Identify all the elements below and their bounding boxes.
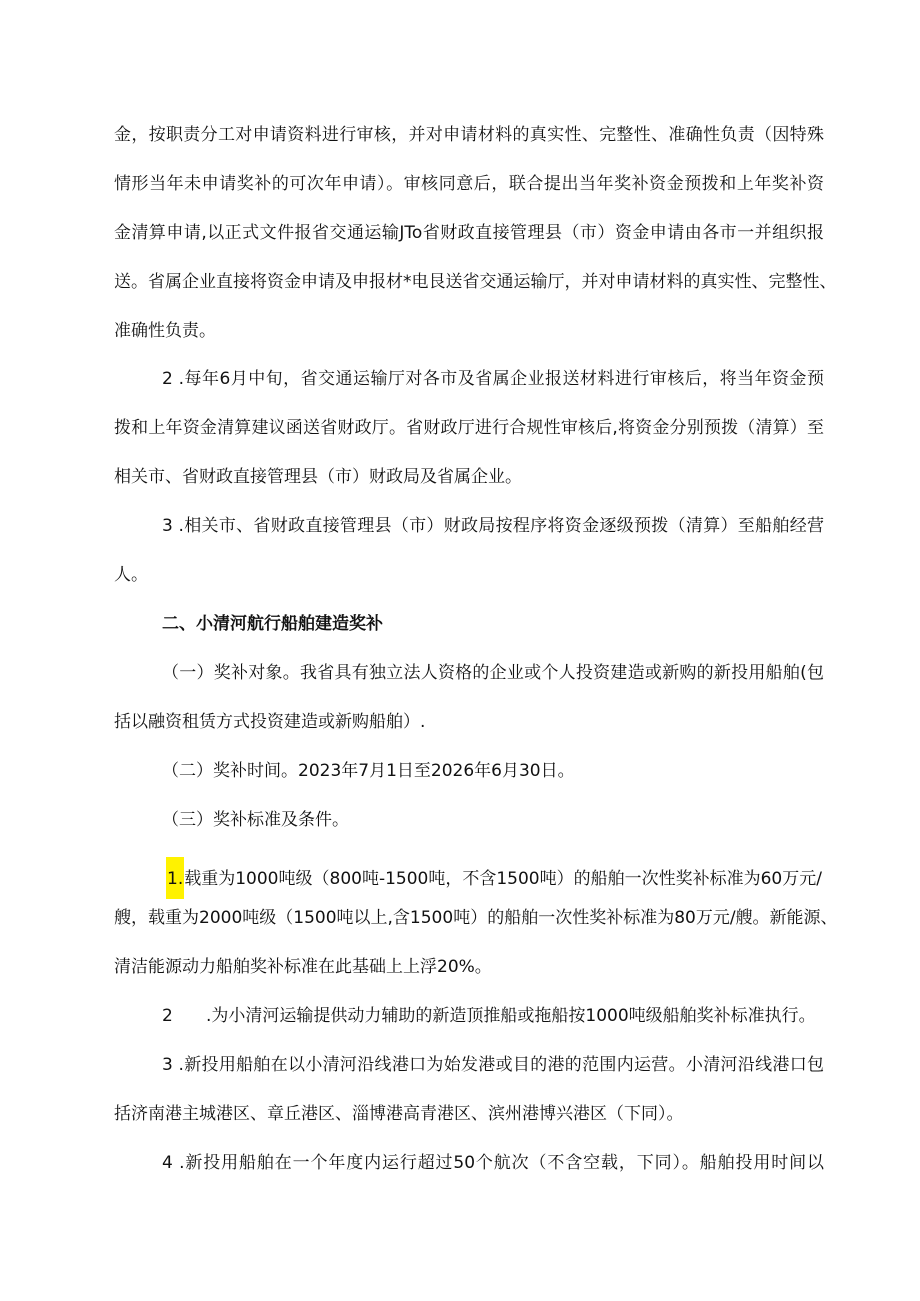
paragraph-line: （三）奖补标准及条件。 — [162, 810, 349, 830]
highlighted-number: 1. — [166, 857, 184, 899]
paragraph-line: 3 .相关市、省财政直接管理县（市）财政局按程序将资金逐级预拨（清算）至船舶经营 — [162, 516, 824, 536]
paragraph-line: 4 .新投用船舶在一个年度内运行超过50个航次（不含空载，下同）。船舶投用时间以 — [162, 1153, 824, 1173]
paragraph-line: 括济南港主城港区、章丘港区、淄博港高青港区、滨州港博兴港区（下同）。 — [114, 1104, 684, 1124]
paragraph-line: 准确性负责。 — [114, 321, 216, 341]
paragraph-line: 人。 — [114, 565, 148, 585]
paragraph-line: 清洁能源动力船舶奖补标准在此基础上上浮20%。 — [114, 957, 492, 977]
section-heading: 二、小清河航行船舶建造奖补 — [162, 614, 383, 634]
paragraph-line: 括以融资租赁方式投资建造或新购船舶）. — [114, 712, 426, 732]
paragraph-line: 2 .每年6月中旬，省交通运输厅对各市及省属企业报送材料进行审核后，将当年资金预 — [162, 369, 824, 389]
paragraph-line: 3 .新投用船舶在以小清河沿线港口为始发港或目的港的范围内运营。小清河沿线港口包 — [162, 1055, 824, 1075]
paragraph-line: （一）奖补对象。我省具有独立法人资格的企业或个人投资建造或新购的新投用船舶(包 — [162, 663, 824, 683]
paragraph-line: 情形当年未申请奖补的可次年申请）。审核同意后，联合提出当年奖补资金预拨和上年奖补资 — [114, 174, 824, 194]
paragraph-line: 送。省属企业直接将资金申请及申报材*电艮送省交通运输厅，并对申请材料的真实性、完整性、 — [114, 272, 837, 292]
paragraph-text: .为小清河运输提供动力辅助的新造顶推船或拖船按1000吨级船舶奖补标准执行。 — [206, 1006, 816, 1026]
paragraph-line: 拨和上年资金清算建议函送省财政厅。省财政厅进行合规性审核后,将资金分别预拨（清算）至 — [114, 418, 824, 438]
item-number: 2 — [162, 1006, 173, 1026]
paragraph-line: 金，按职责分工对申请资料进行审核，并对申请材料的真实性、完整性、准确性负责（因特殊 — [114, 125, 824, 145]
paragraph-line: 金清算申请,以正式文件报省交通运输JTo省财政直接管理县（市）资金申请由各市一并组织报 — [114, 223, 824, 243]
paragraph-line — [166, 857, 824, 899]
paragraph-line: （二）奖补时间。2023年7月1日至2026年6月30日。 — [162, 761, 575, 781]
paragraph-line — [162, 1004, 824, 1028]
paragraph-line: 相关市、省财政直接管理县（市）财政局及省属企业。 — [114, 467, 522, 487]
paragraph-line: 艘，载重为2000吨级（1500吨以上,含1500吨）的船舶一次性奖补标准为80万元/艘。新能源、 — [114, 908, 838, 928]
paragraph-text: 载重为1000吨级（800吨-1500吨，不含1500吨）的船舶一次性奖补标准为60万元/ — [184, 869, 822, 889]
